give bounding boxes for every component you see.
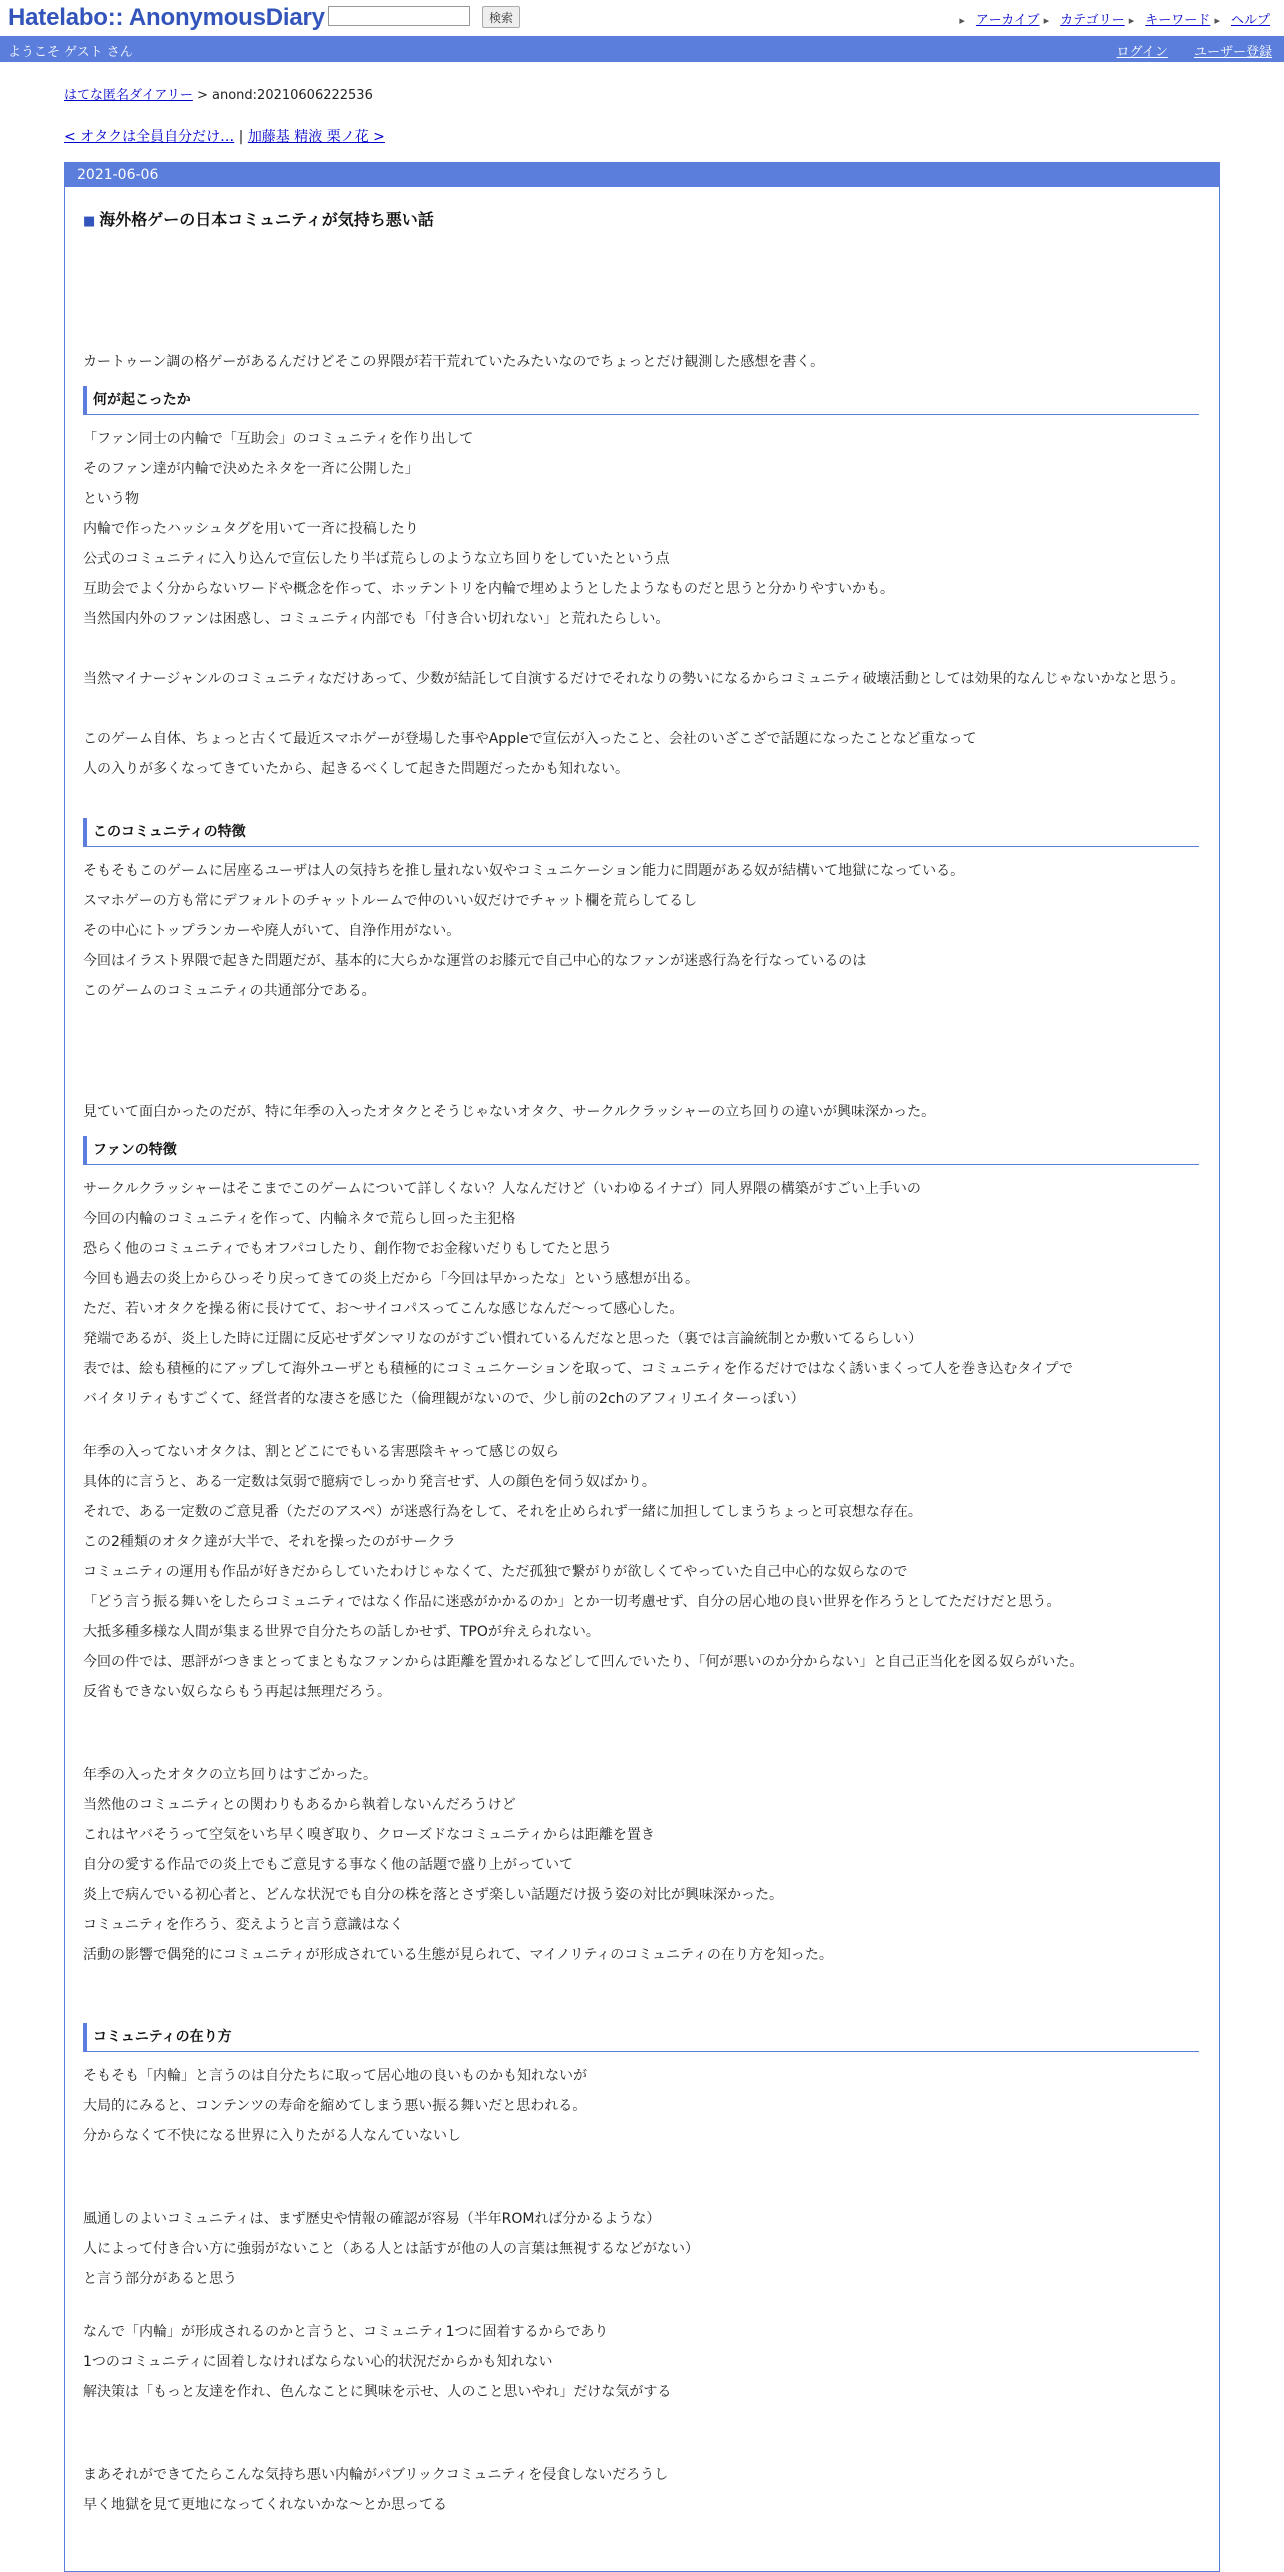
body-line: そもそも「内輪」と言うのは自分たちに取って居心地の良いものかも知れないが [83, 2068, 587, 2084]
nav-archive-link[interactable]: アーカイブ [975, 13, 1040, 28]
body-line: 具体的に言うと、ある一定数は気弱で臆病でしっかり発言せず、人の顔色を伺う奴ばかり。 [83, 1474, 656, 1490]
search-button[interactable]: 検索 [482, 6, 520, 28]
section-heading: ファンの特徴 [83, 1136, 1199, 1165]
body-line: コミュニティを作ろう、変えようと言う意識はなく [83, 1917, 404, 1933]
body-line: 表では、絵も積極的にアップして海外ユーザとも積極的にコミュニケーションを取って、コミュニティを作るだけではなく誘いまくって人を巻き込むタイプで [83, 1361, 1073, 1377]
body-line: ただ、若いオタクを操る術に長けてて、お〜サイコパスってこんな感じなんだ〜って感心した。 [83, 1301, 684, 1317]
breadcrumb-home-link[interactable]: はてな匿名ダイアリー [64, 88, 193, 103]
body-line: 年季の入ってないオタクは、割とどこにでもいる害悪陰キャって感じの奴ら [83, 1444, 559, 1460]
body-line: 人の入りが多くなってきていたから、起きるべくして起きた問題だったかも知れない。 [83, 761, 629, 777]
arrow-icon: ▸ [1214, 14, 1220, 27]
entry-title [83, 207, 434, 230]
body-line: そもそもこのゲームに居座るユーザは人の気持ちを推し量れない奴やコミュニケーション能力に問題がある奴が結構いて地獄になっている。 [83, 863, 965, 879]
body-line: 年季の入ったオタクの立ち回りはすごかった。 [83, 1767, 377, 1783]
body-line: 大局的にみると、コンテンツの寿命を縮めてしまう悪い振る舞いだと思われる。 [83, 2098, 587, 2114]
day-box [64, 162, 1220, 2572]
body-line: バイタリティもすごくて、経営者的な凄さを感じた（倫理観がないので、少し前の2chのアフィリエイターっぽい） [83, 1391, 805, 1407]
body-line: 今回の件では、悪評がつきまとってまともなファンからは距離を置かれるなどして凹んでいたり、「何が悪いのか分からない」と自己正当化を図る奴らがいた。 [83, 1654, 1084, 1670]
body-line: 内輪で作ったハッシュタグを用いて一斉に投稿したり [83, 521, 419, 537]
body-line: 今回の内輪のコミュニティを作って、内輪ネタで荒らし回った主犯格 [83, 1211, 516, 1227]
login-link[interactable]: ログイン [1116, 45, 1168, 60]
day-date: 2021-06-06 [65, 163, 1219, 187]
body-line: その中心にトップランカーや廃人がいて、自浄作用がない。 [83, 923, 461, 939]
body-line: なんで「内輪」が形成されるのかと言うと、コミュニティ1つに固着するからであり [83, 2324, 609, 2340]
arrow-icon: ▸ [1128, 14, 1135, 27]
body-line: この2種類のオタク達が大半で、それを操ったのがサークラ [83, 1534, 456, 1550]
body-line: 炎上で病んでいる初心者と、どんな状況でも自分の株を落とさず楽しい話題だけ扱う姿の対比が興味深かった。 [83, 1887, 783, 1903]
square-bullet-icon[interactable]: ■ [83, 214, 96, 229]
intro-paragraph: カートゥーン調の格ゲーがあるんだけどそこの界隈が若干荒れていたみたいなのでちょっとだけ観測した感想を書く。 [83, 354, 825, 370]
body-line: 分からなくて不快になる世界に入りたがる人なんていないし [83, 2128, 461, 2144]
body-line: 反省もできない奴らならもう再起は無理だろう。 [83, 1684, 391, 1700]
body-line: このゲームのコミュニティの共通部分である。 [83, 983, 376, 999]
nav-help-link[interactable]: ヘルプ [1230, 13, 1270, 28]
section-heading: このコミュニティの特徴 [83, 818, 1199, 847]
welcome-text: ようこそ ゲスト さん [8, 45, 133, 60]
body-line: そのファン達が内輪で決めたネタを一斉に公開した」 [83, 461, 419, 477]
body-line: 大抵多種多様な人間が集まる世界で自分たちの話しかせず、TPOが弁えられない。 [83, 1624, 600, 1640]
body-line: 「ファン同士の内輪で「互助会」のコミュニティを作り出して [83, 431, 474, 447]
body-line: このゲーム自体、ちょっと古くて最近スマホゲーが登場した事やAppleで宣伝が入ったこと、会社のいざこざで話題になったことなど重なって [83, 731, 977, 747]
body-line: 恐らく他のコミュニティでもオフパコしたり、創作物でお金稼いだりもしてたと思う [83, 1241, 613, 1257]
body-line: という物 [83, 491, 139, 507]
body-line: 発端であるが、炎上した時に迂闊に反応せずダンマリなのがすごい慣れているんだなと思った（裏では言論統制とか敷いてるらしい） [83, 1331, 923, 1347]
pager-separator: | [234, 129, 248, 145]
body-line: 人によって付き合い方に強弱がないこと（ある人とは話すが他の人の言葉は無視するなどがない） [83, 2241, 699, 2257]
body-line: 互助会でよく分からないワードや概念を作って、ホッテントリを内輪で埋めようとしたようなものだと思うと分かりやすいかも。 [83, 581, 895, 597]
breadcrumb-current: anond:20210606222536 [212, 88, 373, 103]
entry-title-text: 海外格ゲーの日本コミュニティが気持ち悪い話 [99, 210, 434, 229]
body-line: 早く地獄を見て更地になってくれないかな〜とか思ってる [83, 2497, 447, 2513]
next-entry-link[interactable]: 加藤基 精液 栗ノ花 > [247, 129, 385, 145]
body-line: それで、ある一定数のご意見番（ただのアスペ）が迷惑行為をして、それを止められず一緒に加担してしまうちょっと可哀想な存在。 [83, 1504, 922, 1520]
body-line: 自分の愛する作品での炎上でもご意見する事なく他の話題で盛り上がっていて [83, 1857, 573, 1873]
nav-keyword-link[interactable]: キーワード [1145, 13, 1211, 28]
nav-category-link[interactable]: カテゴリー [1060, 13, 1125, 28]
body-line: 1つのコミュニティに固着しなければならない心的状況だからかも知れない [83, 2354, 553, 2370]
site-logo[interactable]: Hatelabo:: AnonymousDiary [8, 4, 325, 31]
body-line: これはヤバそうって空気をいち早く嗅ぎ取り、クローズドなコミュニティからは距離を置き [83, 1827, 655, 1843]
body-line: 解決策は「もっと友達を作れ、色んなことに興味を示せ、人のこと思いやれ」だけな気がする [83, 2384, 672, 2400]
section-heading: コミュニティの在り方 [83, 2023, 1199, 2052]
site-header [0, 0, 1284, 36]
breadcrumb-separator: > [192, 88, 213, 103]
search-input[interactable] [328, 6, 470, 26]
body-line: 公式のコミュニティに入り込んで宣伝したり半ば荒らしのような立ち回りをしていたという点 [83, 551, 670, 567]
section-heading: 何が起こったか [83, 386, 1199, 415]
body-line: 風通しのよいコミュニティは、まず歴史や情報の確認が容易（半年ROMれば分かるような） [83, 2211, 661, 2227]
top-nav [959, 9, 1270, 28]
body-line: 活動の影響で偶発的にコミュニティが形成されている生態が見られて、マイノリティのコミュニティの在り方を知った。 [83, 1947, 833, 1963]
register-link[interactable]: ユーザー登録 [1193, 45, 1272, 60]
body-line: スマホゲーの方も常にデフォルトのチャットルームで仲のいい奴だけでチャット欄を荒らしてるし [83, 893, 698, 909]
body-line: 当然他のコミュニティとの関わりもあるから執着しないんだろうけど [83, 1797, 516, 1813]
arrow-icon: ▸ [1043, 14, 1050, 27]
body-line: まあそれができてたらこんな気持ち悪い内輪がパブリックコミュニティを侵食しないだろうし [83, 2467, 669, 2483]
account-links [1094, 41, 1272, 60]
body-paragraph: 当然マイナージャンルのコミュニティなだけあって、少数が結託して自演するだけでそれなりの勢いになるからコミュニティ破壊活動としては効果的なんじゃないかなと思う。 [83, 671, 1185, 687]
body-paragraph: 見ていて面白かったのだが、特に年季の入ったオタクとそうじゃないオタク、サークルクラッシャーの立ち回りの違いが興味深かった。 [83, 1104, 936, 1120]
prev-entry-link[interactable]: < オタクは全員自分だけ… [64, 129, 235, 145]
body-line: 今回はイラスト界隈で起きた問題だが、基本的に大らかな運営のお膝元で自己中心的なファンが迷惑行為を行なっているのは [83, 953, 867, 969]
body-line: コミュニティの運用も作品が好きだからしていたわけじゃなくて、ただ孤独で繋がりが欲しくてやっていた自己中心的な奴らなので [83, 1564, 908, 1580]
body-line: サークルクラッシャーはそこまでこのゲームについて詳しくない？人なんだけど（いわゆるイナゴ）同人界隈の構築がすごい上手いの [83, 1181, 921, 1197]
entry-pager [64, 126, 385, 146]
body-line: 当然国内外のファンは困惑し、コミュニティ内部でも「付き合い切れない」と荒れたらしい。 [83, 611, 670, 627]
body-line: 今回も過去の炎上からひっそり戻ってきての炎上だから「今回は早かったな」という感想が出る。 [83, 1271, 699, 1287]
entry-body [83, 347, 1199, 2520]
body-line: と言う部分があると思う [83, 2271, 237, 2287]
body-line: 「どう言う振る舞いをしたらコミュニティではなく作品に迷惑がかかるのか」とか一切考慮せず、自分の居心地の良い世界を作ろうとしてただけだと思う。 [83, 1594, 1061, 1610]
arrow-icon: ▸ [959, 14, 965, 27]
guest-bar [0, 36, 1284, 62]
breadcrumb [64, 84, 373, 103]
